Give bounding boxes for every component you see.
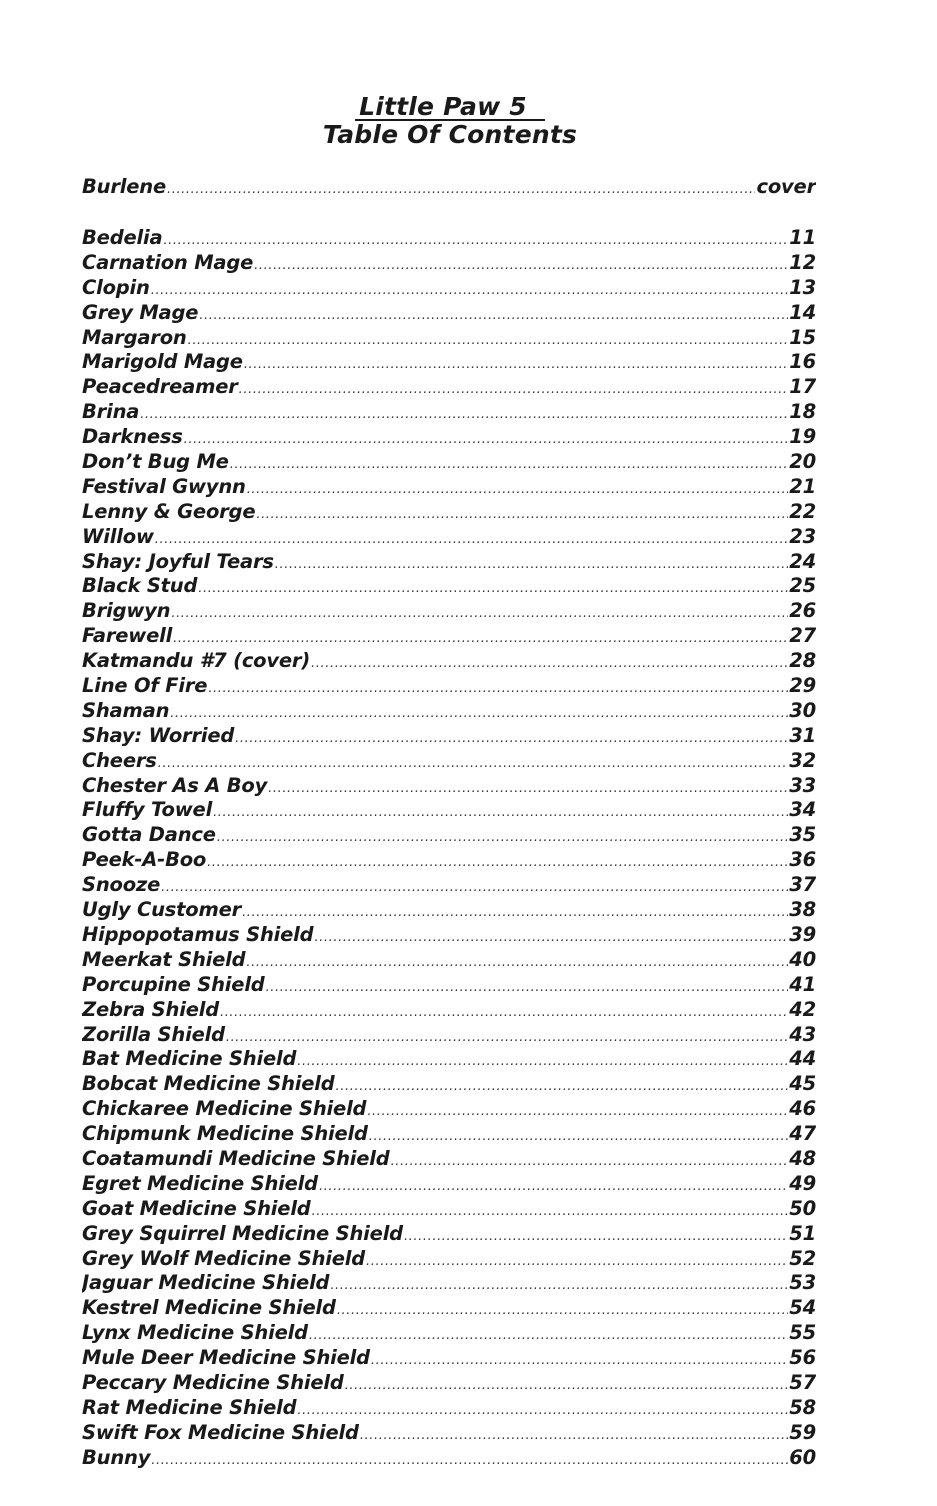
toc-entry-page: cover: [756, 175, 816, 198]
toc-entry: [82, 301, 816, 326]
toc-entry-page: 29: [789, 674, 816, 698]
toc-entry-title: Kestrel Medicine Shield: [82, 1296, 336, 1320]
toc-entry: [82, 550, 816, 575]
toc-entry-title: Cheers: [82, 748, 157, 772]
toc-entry-page: 47: [789, 1122, 816, 1146]
toc-entry: [82, 1247, 816, 1272]
dot-leader: [217, 826, 788, 848]
toc-entry-page: 60: [789, 1445, 816, 1469]
toc-entry-page: 44: [789, 1047, 816, 1071]
toc-entry-page: 20: [789, 450, 816, 474]
toc-entry-title: Katmandu #7 (cover): [82, 649, 311, 673]
toc-entry: [82, 500, 816, 525]
toc-entry: [82, 251, 816, 276]
toc-entry-title: Chester As A Boy: [82, 773, 268, 797]
book-title: Little Paw 5: [355, 95, 545, 121]
dot-leader: [226, 1026, 788, 1048]
toc-entry-title: Willow: [82, 524, 154, 548]
toc-entry-title: Farewell: [82, 624, 173, 648]
toc-entry-title: Burlene: [82, 175, 166, 198]
toc-entry-title: Mule Deer Medicine Shield: [82, 1346, 370, 1370]
toc-entry: [82, 848, 816, 873]
toc-entry-page: 25: [789, 574, 816, 598]
toc-entry-page: 58: [789, 1395, 816, 1419]
dot-leader: [297, 1399, 788, 1421]
toc-entry: [82, 823, 816, 848]
dot-leader: [336, 1075, 789, 1097]
toc-entry-title: Jaguar Medicine Shield: [82, 1271, 330, 1295]
toc-entry-page: 14: [789, 300, 816, 324]
toc-entry-page: 33: [789, 773, 816, 797]
toc-entry-title: Coatamundi Medicine Shield: [82, 1146, 390, 1170]
toc-entry-title: Marigold Mage: [82, 350, 243, 374]
toc-entry-page: 13: [789, 275, 816, 299]
toc-entry-page: 24: [789, 549, 816, 573]
dot-leader: [239, 378, 789, 400]
toc-entry-page: 22: [789, 499, 816, 523]
toc-entry-page: 15: [789, 325, 816, 349]
toc-entry-title: Lynx Medicine Shield: [82, 1321, 308, 1345]
toc-entry: [82, 973, 816, 998]
dot-leader: [199, 304, 788, 326]
dot-leader: [161, 876, 788, 898]
dot-leader: [163, 229, 788, 251]
dot-leader: [171, 602, 788, 624]
toc-entry: [82, 699, 816, 724]
toc-entry: [82, 624, 816, 649]
toc-entry: [82, 998, 816, 1023]
toc-entry-title: Peacedreamer: [82, 375, 238, 399]
toc-entry-title: Shay: Joyful Tears: [82, 549, 274, 573]
toc-entry: [82, 1197, 816, 1222]
toc-entry-page: 56: [789, 1346, 816, 1370]
toc-entry-title: Don’t Bug Me: [82, 450, 229, 474]
toc-entry: [82, 475, 816, 500]
toc-entry-title: Meerkat Shield: [82, 947, 246, 971]
toc-entry-title: Brina: [82, 400, 140, 424]
toc-entry: [82, 1097, 816, 1122]
toc-entry-page: 40: [789, 947, 816, 971]
toc-entry-title: Snooze: [82, 873, 161, 897]
toc-entry-page: 30: [789, 698, 816, 722]
toc-entry-title: Brigwyn: [82, 599, 171, 623]
toc-entry-title: Swift Fox Medicine Shield: [82, 1420, 359, 1444]
toc-entry: [82, 1421, 816, 1446]
toc-entry-page: 39: [789, 922, 816, 946]
toc-entry-page: 38: [789, 898, 816, 922]
toc-entry-page: 53: [789, 1271, 816, 1295]
toc-entry-title: Lenny & George: [82, 499, 256, 523]
dot-leader: [312, 1200, 789, 1222]
toc-entry: [82, 1122, 816, 1147]
dot-leader: [188, 329, 789, 351]
toc-entry: [82, 599, 816, 624]
dot-leader: [266, 976, 789, 998]
toc-entry-page: 28: [789, 649, 816, 673]
toc-entry-page: 41: [789, 972, 816, 996]
toc-entry-page: 32: [789, 748, 816, 772]
dot-leader: [230, 453, 789, 475]
toc-entry-page: 59: [789, 1420, 816, 1444]
dot-leader: [311, 652, 788, 674]
toc-entry-title: Bedelia: [82, 226, 163, 249]
toc-list: [82, 226, 816, 1471]
dot-leader: [314, 926, 788, 948]
toc-entry: [82, 175, 816, 200]
toc-entry: [82, 375, 816, 400]
toc-entry: [82, 1296, 816, 1321]
toc-entry: [82, 1371, 816, 1396]
toc-heading: Table Of Contents: [322, 120, 578, 149]
dot-leader: [366, 1250, 788, 1272]
toc-entry: [82, 749, 816, 774]
dot-leader: [184, 428, 789, 450]
toc-entry-page: 36: [789, 848, 816, 872]
toc-entry-title: Zebra Shield: [82, 997, 219, 1021]
dot-leader: [247, 478, 789, 500]
toc-entry-page: 12: [789, 250, 816, 274]
toc-entry-title: Chipmunk Medicine Shield: [82, 1122, 368, 1146]
dot-leader: [330, 1274, 788, 1296]
toc-entry: [82, 649, 816, 674]
dot-leader: [173, 627, 788, 649]
toc-entry-title: Porcupine Shield: [82, 972, 265, 996]
toc-entry-title: Bobcat Medicine Shield: [82, 1072, 335, 1096]
toc-entry: [82, 1321, 816, 1346]
dot-leader: [360, 1424, 788, 1446]
toc-entry-page: 31: [789, 723, 816, 747]
toc-entry: [82, 898, 816, 923]
toc-entry-title: Margaron: [82, 325, 187, 349]
dot-leader: [208, 677, 788, 699]
dot-leader: [275, 553, 788, 575]
toc-entry: [82, 674, 816, 699]
toc-entry-page: 27: [789, 624, 816, 648]
dot-leader: [404, 1225, 788, 1247]
dot-leader: [246, 951, 788, 973]
toc-entry-title: Rat Medicine Shield: [82, 1395, 297, 1419]
toc-entry: [82, 1271, 816, 1296]
toc-entry-page: 50: [789, 1196, 816, 1220]
toc-entry: [82, 276, 816, 301]
toc-entry-page: 11: [789, 226, 816, 249]
toc-entry-page: 48: [789, 1146, 816, 1170]
toc-entry: [82, 1172, 816, 1197]
toc-entry-title: Peek-A-Boo: [82, 848, 207, 872]
dot-leader: [167, 178, 756, 200]
toc-entry: [82, 798, 816, 823]
dot-leader: [235, 727, 788, 749]
dot-leader: [244, 353, 788, 375]
toc-entry-page: 26: [789, 599, 816, 623]
dot-leader: [345, 1374, 789, 1396]
dot-leader: [369, 1125, 788, 1147]
dot-leader: [151, 1449, 788, 1471]
toc-entry-page: 17: [789, 375, 816, 399]
toc-entry-page: 45: [789, 1072, 816, 1096]
dot-leader: [371, 1349, 788, 1371]
toc-entry-page: 54: [789, 1296, 816, 1320]
toc-entry: [82, 400, 816, 425]
toc-entry-title: Fluffy Towel: [82, 798, 213, 822]
toc-entry: [82, 425, 816, 450]
toc-entry-page: 46: [789, 1097, 816, 1121]
dot-leader: [170, 702, 788, 724]
dot-leader: [213, 801, 788, 823]
dot-leader: [256, 503, 788, 525]
dot-leader: [140, 403, 788, 425]
toc-entry-title: Egret Medicine Shield: [82, 1171, 318, 1195]
toc-entry: [82, 1346, 816, 1371]
toc-entry-title: Chickaree Medicine Shield: [82, 1097, 367, 1121]
toc-entry: [82, 774, 816, 799]
toc-entry-title: Line Of Fire: [82, 674, 208, 698]
toc-entry-page: 19: [789, 425, 816, 449]
toc-entry-page: 23: [789, 524, 816, 548]
toc-entry-title: Bat Medicine Shield: [82, 1047, 297, 1071]
dot-leader: [268, 777, 788, 799]
toc-entry-page: 52: [789, 1246, 816, 1270]
dot-leader: [242, 901, 788, 923]
toc-entry-title: Black Stud: [82, 574, 198, 598]
toc-entry-page: 51: [789, 1221, 816, 1245]
dot-leader: [337, 1299, 788, 1321]
toc-entry: [82, 326, 816, 351]
toc-entry-title: Goat Medicine Shield: [82, 1196, 311, 1220]
document-title: [0, 93, 900, 148]
toc-entry-title: Darkness: [82, 425, 183, 449]
toc-entry-title: Shaman: [82, 698, 170, 722]
dot-leader: [319, 1175, 788, 1197]
toc-entry-title: Grey Squirrel Medicine Shield: [82, 1221, 403, 1245]
toc-entry-title: Bunny: [82, 1445, 151, 1469]
toc-entry-title: Ugly Customer: [82, 898, 242, 922]
toc-entry: [82, 1023, 816, 1048]
toc-entry: [82, 1072, 816, 1097]
toc-entry: [82, 574, 816, 599]
toc-entry: [82, 350, 816, 375]
toc-entry-page: 43: [789, 1022, 816, 1046]
toc-entry-title: Grey Mage: [82, 300, 199, 324]
toc-entry-page: 55: [789, 1321, 816, 1345]
toc-entry-page: 35: [789, 823, 816, 847]
toc-entry: [82, 450, 816, 475]
toc-entry-title: Festival Gwynn: [82, 474, 246, 498]
toc-entry: [82, 1147, 816, 1172]
dot-leader: [158, 752, 789, 774]
toc-entry-page: 34: [789, 798, 816, 822]
toc-cover-list: [82, 175, 816, 200]
toc-entry: [82, 873, 816, 898]
toc-entry: [82, 1446, 816, 1471]
dot-leader: [155, 528, 788, 550]
toc-entry-title: Gotta Dance: [82, 823, 216, 847]
toc-entry-page: 57: [789, 1370, 816, 1394]
dot-leader: [151, 279, 789, 301]
toc-entry-title: Shay: Worried: [82, 723, 235, 747]
toc-entry-title: Clopin: [82, 275, 150, 299]
dot-leader: [207, 851, 788, 873]
toc-entry: [82, 923, 816, 948]
toc-entry-title: Hippopotamus Shield: [82, 922, 314, 946]
toc-entry: [82, 948, 816, 973]
toc-entry: [82, 724, 816, 749]
toc-entry-page: 18: [789, 400, 816, 424]
toc-entry: [82, 1396, 816, 1421]
toc-entry-page: 37: [789, 873, 816, 897]
toc-entry-title: Carnation Mage: [82, 250, 254, 274]
dot-leader: [391, 1150, 789, 1172]
toc-entry: [82, 226, 816, 251]
toc-entry: [82, 1222, 816, 1247]
dot-leader: [297, 1050, 788, 1072]
dot-leader: [254, 254, 788, 276]
toc-entry-title: Grey Wolf Medicine Shield: [82, 1246, 366, 1270]
dot-leader: [309, 1324, 788, 1346]
toc-entry-title: Peccary Medicine Shield: [82, 1370, 344, 1394]
toc-entry: [82, 525, 816, 550]
toc-entry: [82, 1047, 816, 1072]
toc-entry-title: Zorilla Shield: [82, 1022, 225, 1046]
dot-leader: [220, 1001, 788, 1023]
toc-entry-page: 16: [789, 350, 816, 374]
toc-entry-page: 21: [789, 474, 816, 498]
dot-leader: [367, 1100, 788, 1122]
dot-leader: [198, 577, 788, 599]
toc-entry-page: 42: [789, 997, 816, 1021]
toc-entry-page: 49: [789, 1171, 816, 1195]
